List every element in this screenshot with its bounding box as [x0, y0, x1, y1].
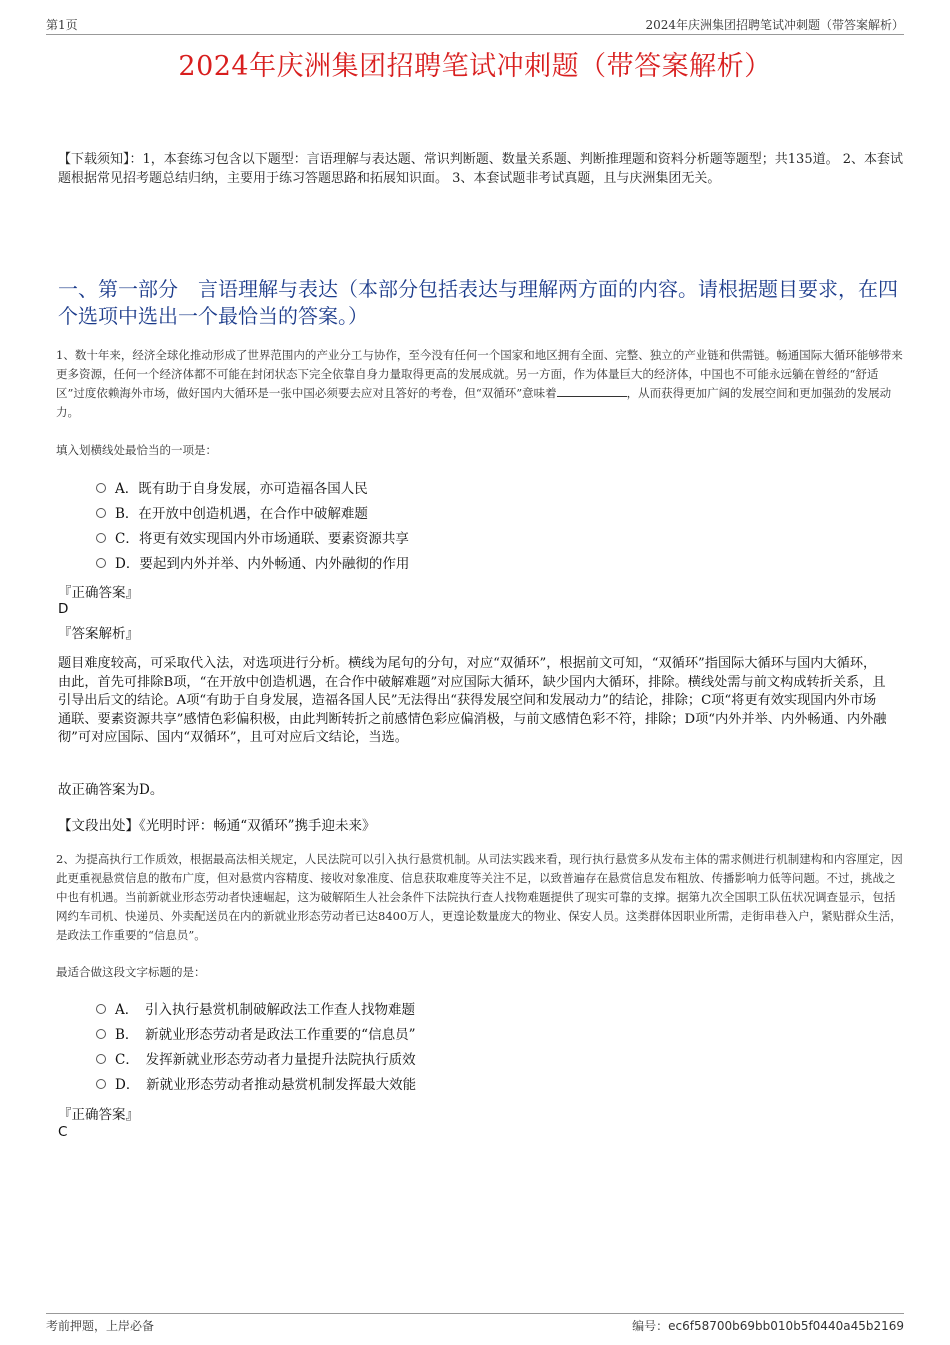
question-1-answer-label: 『正确答案』	[58, 585, 139, 601]
question-1-option-a[interactable]: A．既有助于自身发展，亦可造福各国人民	[96, 474, 409, 499]
section-title: 一、第一部分 言语理解与表达（本部分包括表达与理解两方面的内容。请根据题目要求，在四个选项中选出一个最恰当的答案。）	[58, 277, 898, 328]
question-2-prompt: 最适合做这段文字标题的是：	[56, 965, 206, 979]
radio-icon[interactable]	[96, 508, 106, 518]
question-1-text: 1、数十年来，经济全球化推动形成了世界范围内的产业分工与协作，至今没有任何一个国家和地区拥有全面、完整、独立的产业链和供需链。畅通国际大循环能够带来更多资源，任何一个经济体都不可能在封闭状态下完全依靠自身力量取得更高的发展成就。另一方面，作为体量巨大的经济体，中国也不可能永远躺在曾经的“舒适区”过度依赖海外市场，做好国内大循环是一张中国必须要去应对且答好的考卷，但“双循环”意味着 ，从而获得更加广阔的发展空间和更加强劲的发展动力。	[56, 348, 903, 419]
radio-icon[interactable]	[96, 1029, 106, 1039]
radio-icon[interactable]	[96, 533, 106, 543]
page-title: 2024年庆洲集团招聘笔试冲刺题（带答案解析）	[178, 51, 772, 82]
header-doc-title: 2024年庆洲集团招聘笔试冲刺题（带答案解析）	[645, 18, 904, 32]
question-2-option-b[interactable]: B． 新就业形态劳动者是政法工作重要的“信息员”	[96, 1020, 416, 1045]
footer-code: 编号：ec6f58700b69bb010b5f0440a45b2169	[632, 1319, 904, 1333]
question-2-option-d[interactable]: D． 新就业形态劳动者推动悬赏机制发挥最大效能	[96, 1070, 416, 1095]
question-1-option-b[interactable]: B．在开放中创造机遇，在合作中破解难题	[96, 499, 409, 524]
question-1-analysis: 题目难度较高，可采取代入法，对选项进行分析。横线为尾句的分句，对应“双循环”，根据前文可知，“双循环”指国际大循环与国内大循环，由此，首先可排除B项，“在开放中创造机遇，在合作中破解难题”对应国际大循环，缺少国内大循环，排除。横线处需与前文构成转折关系，且引导出后文的结论。A项“有助于自身发展，造福各国人民”无法得出“获得发展空间和发展动力”的结论，排除；C项“将更有效实现国内外市场通联、要素资源共享”感情色彩偏积极，由此判断转折之前感情色彩应偏消极，与前文感情色彩不符，排除；D项“内外并举、内外畅通、内外融彻”可对应国际、国内“双循环”，且可对应后文结论，当选。	[58, 656, 887, 745]
question-2-option-a[interactable]: A． 引入执行悬赏机制破解政法工作查人找物难题	[96, 995, 416, 1020]
question-2-answer: C	[58, 1124, 68, 1140]
question-1-prompt: 填入划横线处最恰当的一项是：	[56, 443, 217, 457]
answer-blank	[557, 384, 627, 397]
question-1-option-c[interactable]: C．将更有效实现国内外市场通联、要素资源共享	[96, 524, 409, 549]
question-2-answer-label: 『正确答案』	[58, 1107, 139, 1123]
radio-icon[interactable]	[96, 558, 106, 568]
download-notice: 【下载须知】：1，本套练习包含以下题型：言语理解与表达题、常识判断题、数量关系题、判断推理题和资料分析题等题型；共135道。 2、本套试题根据常见招考题总结归纳，主要用于练习答题思路和拓展知识面。 3、本套试题非考试真题，且与庆洲集团无关。	[58, 152, 903, 186]
question-1-option-d[interactable]: D．要起到内外并举、内外畅通、内外融彻的作用	[96, 549, 409, 574]
footer-slogan: 考前押题，上岸必备	[46, 1319, 155, 1333]
radio-icon[interactable]	[96, 1004, 106, 1014]
question-2-option-c[interactable]: C． 发挥新就业形态劳动者力量提升法院执行质效	[96, 1045, 416, 1070]
question-1-options	[96, 474, 409, 574]
question-1-analysis-label: 『答案解析』	[58, 626, 139, 642]
question-1-conclusion: 故正确答案为D。	[58, 782, 164, 798]
question-2-options	[96, 995, 416, 1095]
question-1-source: 【文段出处】《光明时评：畅通“双循环”携手迎未来》	[58, 818, 376, 834]
question-2-text: 2、为提高执行工作质效，根据最高法相关规定，人民法院可以引入执行悬赏机制。从司法实践来看，现行执行悬赏多从发布主体的需求侧进行机制建构和内容厘定，因此更重视悬赏信息的散布广度，但对悬赏内容精度、接收对象准度、信息获取难度等关注不足，以致普遍存在悬赏信息发布粗放、传播影响力低等问题。不过，挑战之中也有机遇。当前新就业形态劳动者快速崛起，这为破解陌生人社会条件下法院执行查人找物难题提供了现实可靠的支撑。据第九次全国职工队伍状况调查显示，包括网约车司机、快递员、外卖配送员在内的新就业形态劳动者已达8400万人，更遑论数量庞大的物业、保安人员。这类群体因职业所需，走街串巷入户，紧贴群众生活，是政法工作重要的“信息员”。	[56, 852, 903, 942]
radio-icon[interactable]	[96, 483, 106, 493]
page-number: 第1页	[46, 18, 78, 32]
page-header	[46, 14, 904, 35]
question-1-answer: D	[58, 601, 69, 617]
radio-icon[interactable]	[96, 1079, 106, 1089]
radio-icon[interactable]	[96, 1054, 106, 1064]
page-footer	[46, 1313, 904, 1334]
